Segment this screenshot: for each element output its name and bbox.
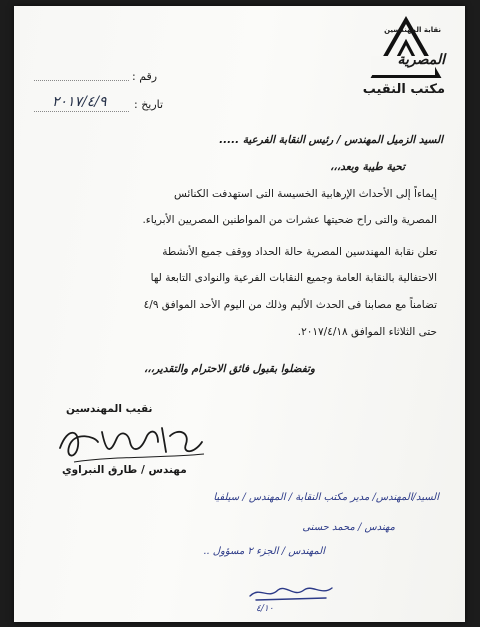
letterhead-office: مكتب النقيب [362,82,445,97]
letterhead-org-wordmark: المصرية [397,52,445,68]
paragraph2-line3: تضامناً مع مصابنا فى الحدث الأليم وذلك من اليوم الأحد الموافق ٤/٩ [143,299,437,311]
ref-line [34,80,129,82]
signature-title: نقيب المهندسين [66,403,153,415]
date-label: تاريخ : [134,98,164,111]
date-value: ٢٠١٧/٤/٩ [52,94,107,110]
paragraph2-line1: تعلن نقابة المهندسين المصرية حالة الحداد ووقف جميع الأنشطة [162,246,437,258]
paragraph1-line1: إيماءاً إلى الأحداث الإرهابية الخسيسة التى استهدفت الكنائس [174,188,437,200]
paragraph2-line2: الاحتفالية بالنقابة العامة وجميع النقابات الفرعية والنوادى التابعة لها [150,272,437,284]
handwritten-initials: ٤/١٠ [256,604,274,614]
letter-closing: وتفضلوا بقبول فائق الاحترام والتقدير،،، [143,363,315,375]
letterhead-org-arabic: نقابة المهندسين [384,26,441,34]
letter-recipient: السيد الزميل المهندس / رئيس النقابة الفرعية ..... [219,134,443,146]
paragraph1-line2: المصرية والتى راح ضحيتها عشرات من المواطنين المصريين الأبرياء. [142,214,437,226]
signature-name: مهندس / طارق النبراوي [62,464,187,476]
handwritten-line2: مهندس / محمد حسنى [302,522,395,533]
handwritten-signature [54,418,214,468]
handwritten-line3: المهندس / الجزء ٢ مسؤول .. [203,546,325,557]
paragraph2-line4: حتى الثلاثاء الموافق ٢٠١٧/٤/١٨. [297,326,437,338]
handwritten-line1: السيد/المهندس/ مدير مكتب النقابة / المهندس / سيلفيا [213,492,439,503]
letter-page [14,6,465,622]
date-line [34,111,129,113]
letter-greeting: تحية طيبة وبعد،،، [330,161,405,173]
ref-label: رقم : [132,70,158,83]
handwritten-mark [246,582,336,604]
